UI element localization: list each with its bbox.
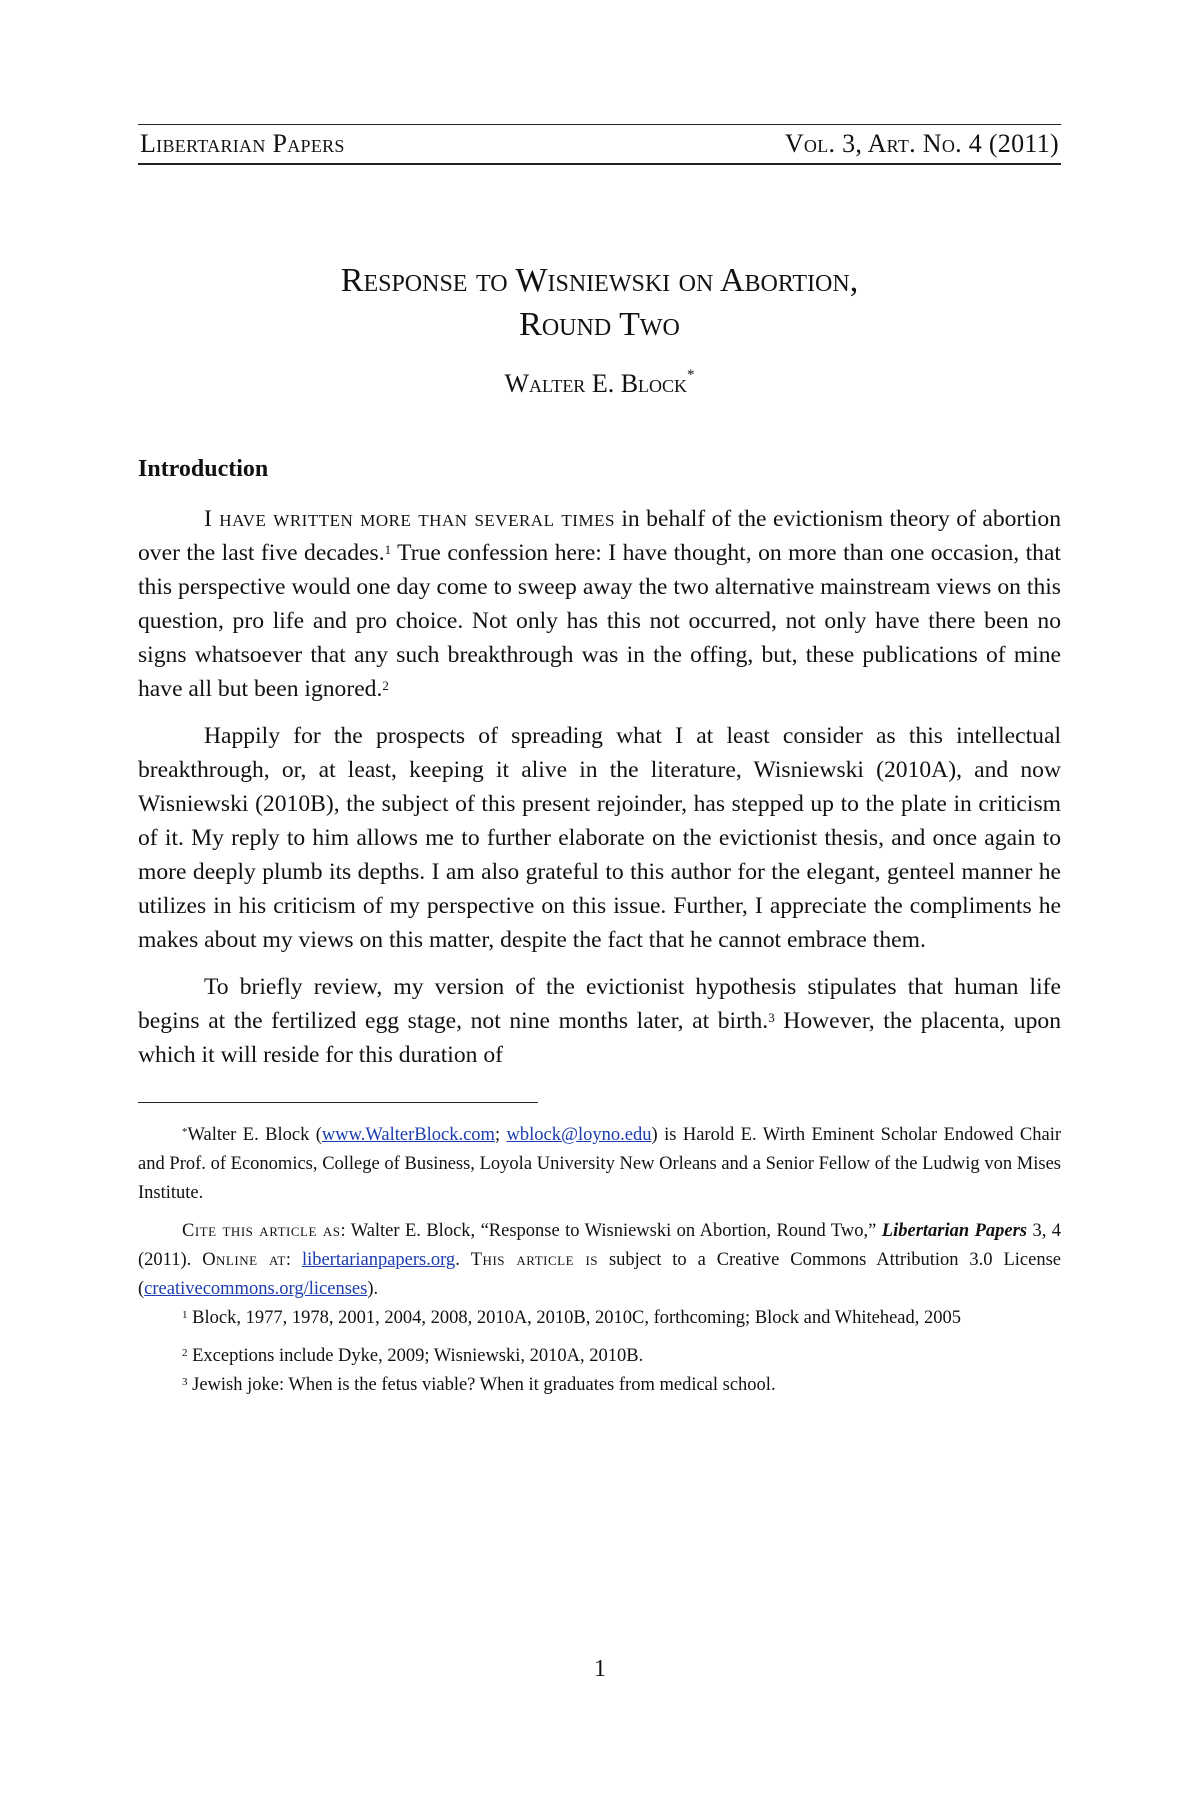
footnote-2: $^2$ Exceptions include Dyke, 2009; Wisniewski, 2010A, 2010B. xyxy=(182,1346,644,1366)
license-link[interactable]: creativecommons.org/licenses xyxy=(144,1279,368,1299)
title-line-2: Round Two xyxy=(519,306,680,343)
author-footnote-mark: * xyxy=(687,367,695,384)
running-header xyxy=(138,124,1061,165)
footnote-1: $^1$ Block, 1977, 1978, 2001, 2004, 2008, 2010A, 2010B, 2010C, forthcoming; Block and Whitehead, 2005 xyxy=(182,1308,962,1328)
footnote-ref-3[interactable]: 3 xyxy=(768,1010,775,1025)
citation-journal: Libertarian Papers xyxy=(881,1221,1028,1241)
paragraph-3: To briefly review, my version of the evictionist hypothesis stipulates that human life begins at the fertilized egg stage, not nine months later, at birth.$^3$ However, the placenta, upon which it will reside for this duration of xyxy=(138,974,1061,1068)
author-footnote: *Walter E. Block (www.WalterBlock.com; wblock@loyno.edu) is Harold E. Wirth Eminent Scholar Endowed Chair and Prof. of Economics, College of Business, Loyola University New Orleans and a Senior Fellow of the Ludwig von Mises Institute. xyxy=(138,1125,1061,1203)
page-number: 1 xyxy=(594,1656,606,1682)
email-link[interactable]: wblock@loyno.edu xyxy=(506,1125,652,1145)
body-text xyxy=(138,502,1061,1072)
author-line xyxy=(138,369,1061,399)
document-page xyxy=(138,124,1061,1400)
paragraph-2: Happily for the prospects of spreading what I at least consider as this intellectual breakthrough, or, at least, keeping it alive in the literature, Wisniewski (2010A), and now Wisniewski (2010B), the subject of this present rejoinder, has stepped up to the plate in criticism of it. My reply to him allows me to further elaborate on the evictionist thesis, and once again to more deeply plumb its depths. I am also grateful to this author for the elegant, genteel manner he utilizes in his criticism of my perspective on this issue. Further, I appreciate the compliments he makes about my views on this matter, despite the fact that he cannot embrace them. xyxy=(138,723,1061,953)
journal-site-link[interactable]: libertarianpapers.org xyxy=(301,1250,456,1270)
section-heading: Introduction xyxy=(138,456,269,482)
lead-in-small-caps: I have written more than several times xyxy=(204,506,615,532)
journal-name: Libertarian Papers xyxy=(140,129,345,158)
website-link[interactable]: www.WalterBlock.com xyxy=(321,1125,495,1145)
paragraph-1: I have written more than several times in behalf of the evictionism theory of abortion over the last five decades.$^1$ True confession here: I have thought, on more than one occasion, that this perspective would one day come to sweep away the two alternative mainstream views on this question, pro life and pro choice. Not only has this not occurred, not only have there been no signs whatsoever that any such breakthrough was in the offing, but, these publications of mine have all but been ignored.$^2$ xyxy=(138,506,1061,702)
footnote-ref-2[interactable]: 2 xyxy=(382,678,389,693)
footnotes xyxy=(138,1121,1061,1400)
footnote-separator xyxy=(138,1102,538,1103)
title-line-1: Response to Wisniewski on Abortion, xyxy=(340,262,859,299)
author-name: Walter E. Block xyxy=(504,369,688,398)
citation-note: Cite this article as: Walter E. Block, “Response to Wisniewski on Abortion, Round Two,” Libertarian Papers 3, 4 (2011). Online at: libertarianpapers.org. This article is subject to a Creative Commons Attribution 3.0 License (creativecommons.org/licenses). xyxy=(138,1221,1062,1299)
footnote-3: $^3$ Jewish joke: When is the fetus viable? When it graduates from medical school. xyxy=(182,1375,776,1395)
volume-info: Vol. 3, Art. No. 4 (2011) xyxy=(784,129,1059,158)
article-title xyxy=(138,259,1061,347)
footnote-ref-1[interactable]: 1 xyxy=(384,542,392,557)
